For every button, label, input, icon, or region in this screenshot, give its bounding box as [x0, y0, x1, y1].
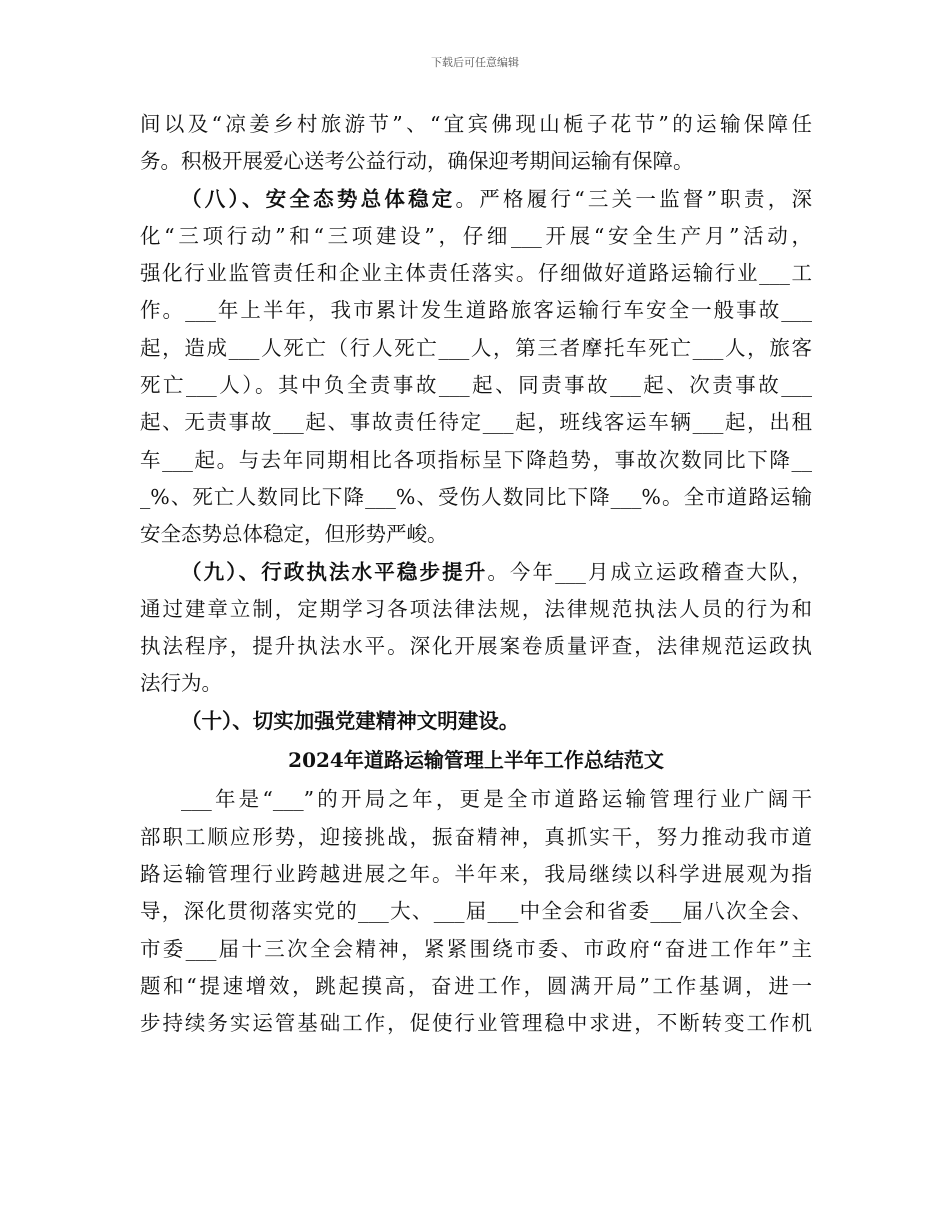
paragraph-line [140, 181, 812, 218]
paragraph-line: 起、无责事故___起、事故责任待定___起，班线客运车辆___起，出租 [140, 410, 812, 435]
paragraph-line: 间以及“凉姜乡村旅游节”、“宜宾佛现山栀子花节”的运输保障任 [140, 112, 812, 136]
paragraph-line: 起，造成___人死亡（行人死亡___人，第三者摩托车死亡___人，旅客 [140, 335, 812, 360]
paragraph-line: 导，深化贯彻落实党的___大、___届___中全会和省委___届八次全会、 [140, 899, 812, 924]
paragraph-text: 。严格履行“三关一监督”职责，深 [455, 186, 812, 211]
paragraph-line: 执法程序，提升执法水平。深化开展案卷质量评查，法律规范运政执 [140, 634, 812, 659]
paragraph-line: 路运输管理行业跨越进展之年。半年来，我局继续以科学进展观为指 [140, 861, 812, 886]
paragraph-line: 车___起。与去年同期相比各项指标呈下降趋势，事故次数同比下降__ [140, 447, 812, 472]
paragraph-line: 部职工顺应形势，迎接挑战，振奋精神，真抓实干，努力推动我市道 [140, 824, 812, 849]
paragraph-line: 题和“提速增效，跳起摸高，奋进工作，圆满开局”工作基调，进一 [140, 973, 812, 998]
paragraph-line: 化“三项行动”和“三项建设”，仔细___开展“安全生产月”活动， [140, 223, 812, 248]
paragraph-line: 步持续务实运管基础工作，促使行业管理稳中求进，不断转变工作机 [140, 1011, 812, 1036]
paragraph-line [140, 554, 812, 591]
section-heading: （八）、安全态势总体稳定 [181, 186, 456, 211]
document-title: 2024年道路运输管理上半年工作总结范文 [288, 748, 664, 773]
paragraph-line: 强化行业监管责任和企业主体责任落实。仔细做好道路运输行业___工 [140, 261, 812, 286]
paragraph-line: 市委___届十三次全会精神，紧紧围绕市委、市政府“奋进工作年”主 [140, 936, 812, 961]
section-heading: （十）、切实加强党建精神文明建设。 [181, 708, 520, 733]
paragraph-line: 死亡___人）。其中负全责事故___起、同责事故___起、次责事故___ [140, 373, 812, 398]
paragraph-line: ___年是“___”的开局之年，更是全市道路运输管理行业广阔干 [181, 787, 812, 812]
paragraph-line: 安全态势总体稳定，但形势严峻。 [140, 522, 448, 547]
paragraph-line: 作。___年上半年，我市累计发生道路旅客运输行车安全一般事故___ [140, 298, 812, 323]
paragraph-line: 务。积极开展爱心送考公益行动，确保迎考期间运输有保障。 [140, 149, 694, 174]
paragraph-line: _%、死亡人数同比下降___%、受伤人数同比下降___%。全市道路运输 [140, 484, 812, 509]
paragraph-line: 法行为。 [140, 671, 222, 696]
page-header: 下载后可任意编辑 [431, 56, 519, 69]
section-heading: （九）、行政执法水平稳步提升 [181, 559, 488, 584]
paragraph-text: 。今年___月成立运政稽查大队， [487, 559, 813, 584]
document-body [140, 106, 812, 1042]
paragraph-line: 通过建章立制，定期学习各项法律法规，法律规范执法人员的行为和 [140, 596, 812, 621]
